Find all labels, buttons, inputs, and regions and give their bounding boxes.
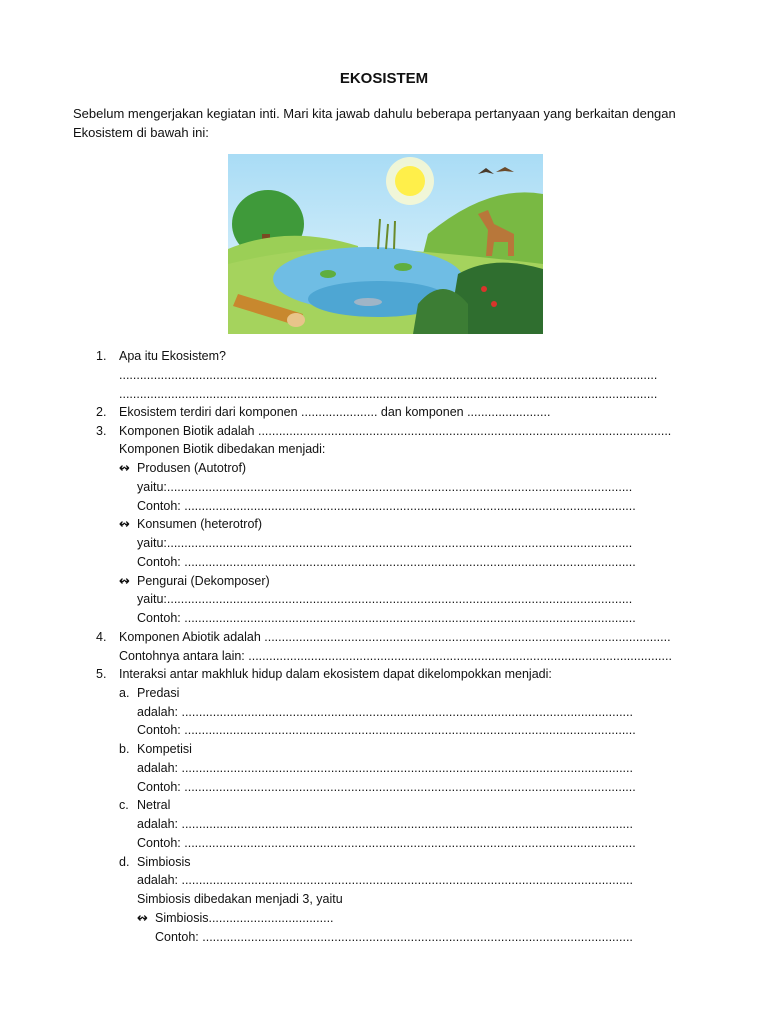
q5c-contoh: Contoh: .................................................................................................................................. — [137, 836, 636, 850]
q5d-text: Simbiosis — [137, 855, 191, 869]
q4-subtitle: Contohnya antara lain: .......................................................................................................................... — [119, 649, 672, 663]
simbiosis-contoh: Contoh: ............................................................................................................................ — [155, 930, 633, 944]
q2-number: 2. — [96, 405, 107, 419]
q5c-number: c. — [119, 798, 129, 812]
q5b-adalah: adalah: .................................................................................................................................. — [137, 761, 633, 775]
q5d-adalah: adalah: .................................................................................................................................. — [137, 873, 633, 887]
q5a-adalah: adalah: .................................................................................................................................. — [137, 705, 633, 719]
q5d-number: d. — [119, 855, 130, 869]
q3-text: Komponen Biotik adalah ....................................................................................................................... — [119, 424, 672, 438]
ecosystem-illustration — [228, 154, 543, 334]
konsumen-label: Konsumen (heterotrof) — [137, 517, 263, 531]
q2-text: Ekosistem terdiri dari komponen ...................... dan komponen ........................ — [119, 405, 551, 419]
q5a-text: Predasi — [137, 686, 180, 700]
pengurai-yaitu: yaitu:...................................................................................................................................... — [137, 592, 633, 606]
produsen-item — [119, 460, 246, 476]
intro-paragraph: Sebelum mengerjakan kegiatan inti. Mari kita jawab dahulu beberapa pertanyaan yang berkaitan dengan Ekosistem di bawah ini: — [73, 106, 676, 140]
produsen-label: Produsen (Autotrof) — [137, 461, 247, 475]
konsumen-contoh: Contoh: .................................................................................................................................. — [137, 555, 636, 569]
leaf-bullet-icon: ↭ — [119, 460, 130, 475]
q5b-number: b. — [119, 742, 130, 756]
pengurai-contoh: Contoh: .................................................................................................................................. — [137, 611, 636, 625]
produsen-contoh: Contoh: .................................................................................................................................. — [137, 499, 636, 513]
q5b-contoh: Contoh: .................................................................................................................................. — [137, 780, 636, 794]
q5b-text: Kompetisi — [137, 742, 192, 756]
pengurai-item — [119, 573, 270, 589]
pengurai-label: Pengurai (Dekomposer) — [137, 574, 270, 588]
q4-number: 4. — [96, 630, 107, 644]
leaf-bullet-icon: ↭ — [137, 910, 148, 925]
q5a-number: a. — [119, 686, 130, 700]
q5c-text: Netral — [137, 798, 171, 812]
simbiosis-label: Simbiosis.................................... — [155, 911, 334, 925]
leaf-bullet-icon: ↭ — [119, 516, 130, 531]
q5a-contoh: Contoh: .................................................................................................................................. — [137, 723, 636, 737]
q1-number: 1. — [96, 349, 107, 363]
konsumen-yaitu: yaitu:...................................................................................................................................... — [137, 536, 633, 550]
produsen-yaitu: yaitu:...................................................................................................................................... — [137, 480, 633, 494]
konsumen-item — [119, 516, 262, 532]
q5c-adalah: adalah: .................................................................................................................................. — [137, 817, 633, 831]
page-title: EKOSISTEM — [339, 70, 429, 87]
q3-subtitle: Komponen Biotik dibedakan menjadi: — [119, 442, 326, 456]
q1-answer-line-2: ........................................................................................................................................................... — [119, 387, 658, 401]
q1-text: Apa itu Ekosistem? — [119, 349, 226, 363]
leaf-bullet-icon: ↭ — [119, 573, 130, 588]
q5-text: Interaksi antar makhluk hidup dalam ekosistem dapat dikelompokkan menjadi: — [119, 667, 552, 681]
simbiosis-item — [137, 910, 334, 926]
q1-answer-line-1: ........................................................................................................................................................... — [119, 368, 658, 382]
q5d-subtitle: Simbiosis dibedakan menjadi 3, yaitu — [137, 892, 343, 906]
q4-text: Komponen Abiotik adalah ..................................................................................................................... — [119, 630, 671, 644]
q5-number: 5. — [96, 667, 107, 681]
q3-number: 3. — [96, 424, 107, 438]
